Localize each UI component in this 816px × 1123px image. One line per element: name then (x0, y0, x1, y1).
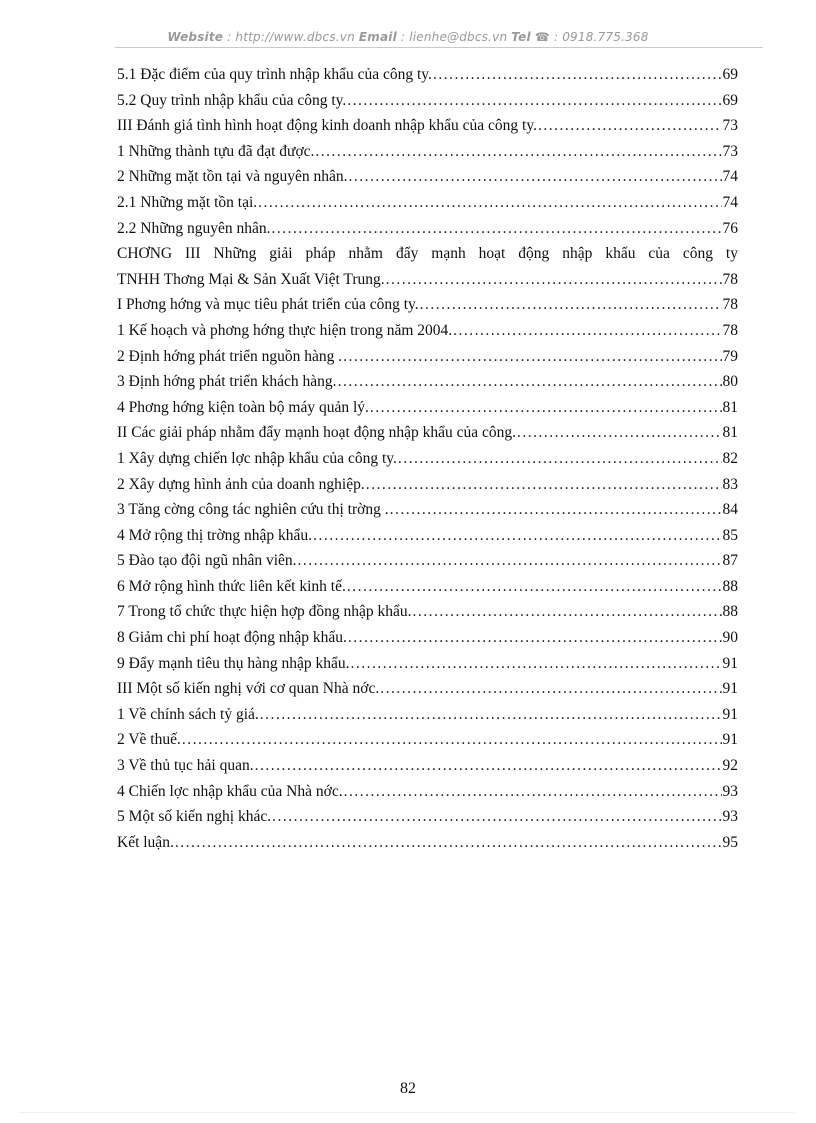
toc-leader-dots (343, 348, 721, 366)
toc-leader-dots (272, 808, 721, 826)
toc-entry-page: 81 (722, 398, 738, 416)
toc-entry-page: 74 (722, 168, 738, 186)
toc-entry-page: 93 (722, 808, 738, 826)
toc-leader-dots (398, 450, 722, 468)
toc-entry-title: 5.2 Quy trình nhập khẩu của công ty. (117, 91, 347, 109)
toc-entry[interactable] (117, 527, 738, 553)
toc-entry-page: 78 (722, 321, 738, 339)
page-number: 82 (400, 1080, 416, 1097)
footer-divider (20, 1112, 796, 1113)
toc-entry-page: 69 (722, 91, 738, 109)
toc-entry-title: 2.2 Những nguyên nhân. (117, 219, 271, 237)
toc-entry-page: 80 (722, 373, 738, 391)
toc-entry-page: 69 (722, 66, 738, 83)
toc-entry-title: 4 Chiến lợc nhập khẩu của Nhà nớc. (117, 782, 343, 800)
toc-entry-title: III Đánh giá tình hình hoạt động kinh doanh nhập khẩu của công ty. (117, 117, 537, 135)
toc-leader-dots (255, 757, 722, 775)
toc-entry-page: 88 (722, 577, 738, 595)
toc-entry[interactable] (117, 552, 738, 578)
toc-entry[interactable] (117, 808, 738, 834)
toc-entry[interactable] (117, 834, 738, 860)
toc-entry-page: 74 (722, 193, 738, 211)
toc-leader-dots (453, 322, 721, 340)
toc-entry-title: 8 Giảm chi phí hoạt động nhập khẩu. (117, 629, 347, 647)
toc-leader-dots (347, 92, 721, 110)
toc-entry-title-continued: TNHH Thơng Mại & Sản Xuất Việt Trung. (117, 270, 385, 288)
tel-label: Tel (511, 30, 531, 44)
toc-entry-title: 6 Mở rộng hình thức liên kết kinh tế. (117, 577, 346, 595)
toc-entry[interactable] (117, 117, 738, 143)
toc-entry-title-line2 (117, 271, 738, 297)
toc-entry[interactable] (117, 783, 738, 809)
toc-entry-title: 1 Về chính sách tỷ giá. (117, 705, 259, 723)
toc-entry-page: 91 (722, 680, 738, 698)
toc-entry-page: 93 (722, 782, 738, 800)
toc-leader-dots (315, 143, 721, 161)
toc-entry[interactable] (117, 92, 738, 118)
toc-entry-page: 95 (722, 833, 738, 851)
toc-leader-dots (350, 655, 721, 673)
toc-entry[interactable] (117, 194, 738, 220)
toc-leader-dots (370, 399, 722, 417)
toc-entry[interactable] (117, 476, 738, 502)
toc-entry-page: 78 (722, 270, 738, 288)
toc-entry-page: 73 (722, 142, 738, 160)
toc-entry-title: 5.1 Đặc điểm của quy trình nhập khẩu của công ty. (117, 66, 432, 83)
toc-leader-dots (258, 194, 721, 212)
tel-value: : 0918.775.368 (549, 30, 649, 44)
toc-entry-title-line1: CHƠNG III Những giải pháp nhằm đẩy mạnh hoạt động nhập khẩu của công ty (117, 245, 738, 263)
toc-entry-title: 2 Những mặt tồn tại và nguyên nhân. (117, 168, 348, 186)
toc-entry-page: 79 (722, 347, 738, 365)
toc-entry[interactable] (117, 731, 738, 757)
toc-leader-dots (344, 783, 722, 801)
toc-entry[interactable] (117, 450, 738, 476)
phone-icon: ☎ (534, 30, 550, 44)
toc-leader-dots (260, 706, 722, 724)
website-label: Website (167, 30, 224, 44)
toc-leader-dots (347, 578, 722, 596)
toc-entry[interactable] (117, 706, 738, 732)
toc-leader-dots (433, 66, 722, 84)
toc-entry[interactable] (117, 603, 738, 629)
toc-entry-page: 88 (722, 603, 738, 621)
header-divider (115, 47, 763, 48)
toc-entry[interactable] (117, 757, 738, 783)
toc-leader-dots (420, 296, 722, 314)
toc-entry[interactable] (117, 655, 738, 681)
toc-entry[interactable] (117, 322, 738, 348)
toc-entry[interactable] (117, 399, 738, 425)
toc-entry-title: 2 Định hớng phát triển nguồn hàng . (117, 347, 343, 365)
toc-entry-page: 81 (722, 424, 738, 442)
toc-entry-chapter[interactable] (117, 245, 738, 296)
toc-entry-page: 84 (722, 501, 738, 519)
toc-entry-page: 73 (722, 117, 738, 135)
toc-entry-title: 2 Xây dựng hình ảnh của doanh nghiệp. (117, 475, 365, 493)
toc-leader-dots (517, 424, 721, 442)
toc-leader-dots (298, 552, 722, 570)
toc-entry[interactable] (117, 168, 738, 194)
toc-entry-title: 2 Về thuế. (117, 731, 181, 749)
toc-entry-page: 91 (722, 731, 738, 749)
toc-entry-title: Kết luận. (117, 833, 174, 851)
toc-entry-page: 87 (722, 552, 738, 570)
toc-entry-page: 90 (722, 629, 738, 647)
email-value[interactable]: : lienhe@dbcs.vn (396, 30, 512, 44)
toc-entry[interactable] (117, 348, 738, 374)
toc-entry-page: 91 (722, 654, 738, 672)
toc-entry[interactable] (117, 66, 738, 92)
toc-entry[interactable] (117, 680, 738, 706)
toc-entry[interactable] (117, 220, 738, 246)
toc-entry-page: 82 (722, 449, 738, 467)
toc-entry-page: 91 (722, 705, 738, 723)
table-of-contents (117, 66, 738, 859)
toc-entry-title: 3 Định hớng phát triển khách hàng. (117, 373, 337, 391)
toc-entry-title: 1 Kế hoạch và phơng hớng thực hiện trong năm 2004. (117, 321, 453, 339)
toc-entry-title: 4 Mở rộng thị trờng nhập khẩu. (117, 526, 313, 544)
toc-leader-dots (380, 680, 721, 698)
toc-entry-page: 76 (722, 219, 738, 237)
toc-entry-page: 92 (722, 757, 738, 775)
toc-leader-dots (182, 731, 722, 749)
toc-entry-title: 5 Đào tạo đội ngũ nhân viên. (117, 552, 297, 570)
toc-entry[interactable] (117, 373, 738, 399)
toc-leader-dots (338, 373, 722, 391)
toc-entry[interactable] (117, 143, 738, 169)
toc-entry-title: 3 Về thủ tục hải quan. (117, 757, 254, 775)
toc-entry-title: 7 Trong tổ chức thực hiện hợp đồng nhập khẩu. (117, 603, 412, 621)
toc-leader-dots (175, 834, 722, 852)
toc-entry-title: 1 Những thành tựu đã đạt được. (117, 142, 315, 160)
toc-leader-dots (349, 168, 722, 186)
toc-entry[interactable] (117, 296, 738, 322)
toc-entry-title: III Một số kiến nghị với cơ quan Nhà nớc. (117, 680, 380, 698)
toc-entry[interactable] (117, 424, 738, 450)
toc-leader-dots (271, 220, 721, 238)
toc-entry-title: 5 Một số kiến nghị khác. (117, 808, 272, 826)
toc-leader-dots (386, 271, 722, 289)
toc-leader-dots (348, 629, 722, 647)
email-label: Email (358, 30, 397, 44)
toc-entry-page: 78 (722, 296, 738, 314)
toc-leader-dots (413, 603, 722, 621)
page-header (0, 30, 816, 44)
toc-entry-page: 83 (722, 475, 738, 493)
toc-entry[interactable] (117, 501, 738, 527)
toc-leader-dots (390, 501, 722, 519)
toc-leader-dots (313, 527, 721, 545)
toc-entry-title: 9 Đẩy mạnh tiêu thụ hàng nhập khẩu. (117, 654, 350, 672)
toc-entry-title: 3 Tăng cờng công tác nghiên cứu thị trờng . (117, 501, 389, 519)
website-value[interactable]: : http://www.dbcs.vn (223, 30, 359, 44)
toc-entry[interactable] (117, 578, 738, 604)
toc-entry-title: 2.1 Những mặt tồn tại. (117, 193, 258, 211)
toc-entry-title: 4 Phơng hớng kiện toàn bộ máy quản lý. (117, 398, 369, 416)
toc-entry-title: 1 Xây dựng chiến lợc nhập khẩu của công ty. (117, 449, 397, 467)
toc-entry-title: II Các giải pháp nhằm đẩy mạnh hoạt động nhập khẩu của công. (117, 424, 517, 442)
toc-entry-title: I Phơng hớng và mục tiêu phát triển của công ty. (117, 296, 419, 314)
toc-entry-page: 85 (722, 526, 738, 544)
toc-entry[interactable] (117, 629, 738, 655)
toc-leader-dots (538, 117, 722, 135)
toc-leader-dots (366, 476, 722, 494)
